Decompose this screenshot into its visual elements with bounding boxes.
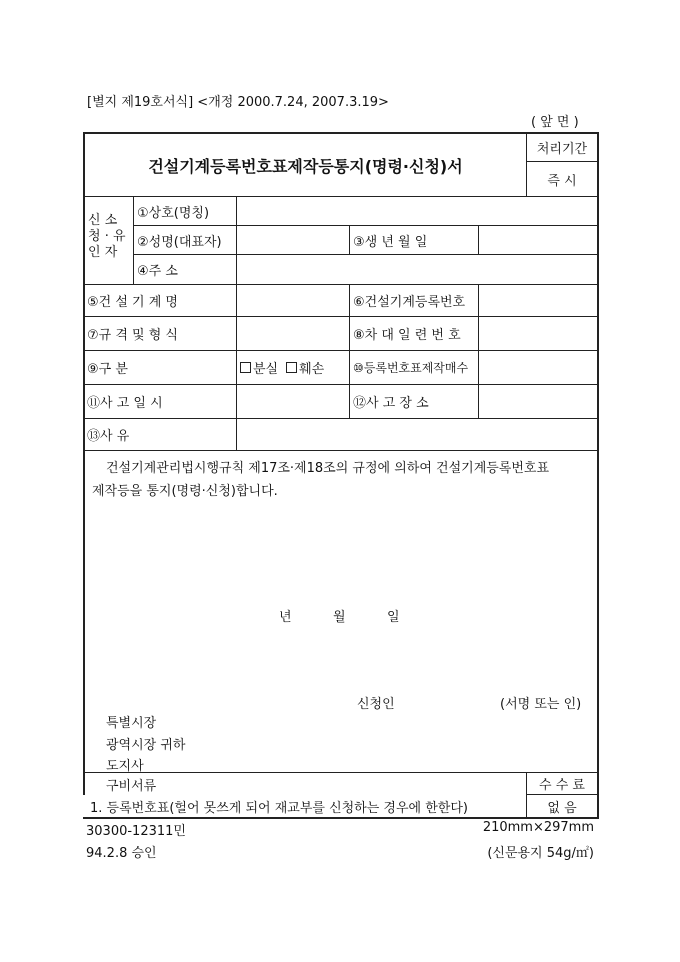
date-month: 월 [333, 610, 346, 625]
divider [478, 284, 479, 418]
applicant-signature-label: 신청인 [357, 697, 395, 712]
category-label: ⑨구 분 [87, 362, 128, 377]
name-label: ②성명(대표자) [137, 234, 222, 250]
processing-period-value: 즉 시 [547, 173, 577, 189]
statement-line-1: 건설기계관리법시행규칙 제17조·제18조의 규정에 의하여 건설기계등록번호표 [106, 461, 550, 476]
divider [236, 196, 237, 450]
birth-date-label: ③생 년 월 일 [353, 234, 428, 250]
date-year: 년 [279, 610, 292, 625]
applicant-label-line2: 청 · 유 [88, 229, 126, 244]
table-left-border [83, 132, 85, 795]
recipient-special-city: 특별시장 [106, 716, 157, 731]
machine-name-label: ⑤건 설 기 계 명 [87, 295, 178, 310]
damaged-checkbox[interactable] [286, 362, 297, 373]
statement-line-2: 제작등을 통지(명령·신청)합니다. [92, 484, 278, 499]
date-day: 일 [387, 610, 400, 625]
divider [83, 350, 599, 351]
divider [478, 225, 479, 255]
form-code: 30300-12311민 [86, 824, 186, 839]
table-right-border [597, 132, 599, 818]
paper-type: (신문용지 54g/㎡) [487, 846, 594, 861]
divider [133, 196, 134, 284]
plate-count-label: ⑩등록번호표제작매수 [353, 361, 469, 375]
recipient-province: 도지사 [106, 759, 144, 774]
applicant-group-label [88, 213, 126, 261]
chassis-number-label: ⑧차 대 일 련 번 호 [353, 328, 461, 343]
front-side-label: ( 앞 면 ) [531, 115, 579, 130]
spec-model-label: ⑦규 격 및 형 식 [87, 328, 178, 343]
required-documents-label: 구비서류 [106, 779, 157, 794]
business-name-label: ①상호(명칭) [137, 205, 210, 221]
approval-date: 94.2.8 승인 [86, 846, 157, 861]
divider [83, 418, 599, 419]
divider [349, 225, 350, 255]
required-document-item-1: 1. 등록번호표(헐어 못쓰게 되어 재교부를 신청하는 경우에 한한다) [90, 801, 468, 816]
recipient-metro-city: 광역시장 귀하 [106, 738, 186, 753]
paper-size: 210mm×297mm [482, 820, 594, 835]
divider [133, 254, 598, 255]
divider [83, 772, 599, 773]
divider [83, 450, 599, 451]
damaged-option-label: 훼손 [299, 362, 325, 377]
registration-number-label: ⑥건설기계등록번호 [353, 295, 466, 310]
accident-place-label: ⑫사 고 장 소 [353, 396, 429, 411]
address-label: ④주 소 [137, 264, 178, 279]
signature-note: (서명 또는 인) [500, 697, 582, 712]
category-options [240, 351, 324, 384]
form-number: [별지 제19호서식] <개정 2000.7.24, 2007.3.19> [87, 95, 389, 110]
accident-date-label: ⑪사 고 일 시 [87, 396, 163, 411]
reason-label: ⑬사 유 [87, 429, 130, 444]
fee-label: 수 수 료 [539, 778, 585, 793]
fee-value: 없 음 [547, 800, 577, 816]
lost-option-label: 분실 [253, 362, 279, 377]
divider [349, 284, 350, 418]
applicant-label-line3: 인 자 [88, 245, 118, 260]
document-title: 건설기계등록번호표제작등통지(명령·신청)서 [148, 156, 463, 176]
table-bottom-border [83, 817, 599, 819]
applicant-label-line1: 신 소 [88, 213, 118, 228]
lost-checkbox[interactable] [240, 362, 251, 373]
processing-period-label: 처리기간 [536, 142, 588, 157]
